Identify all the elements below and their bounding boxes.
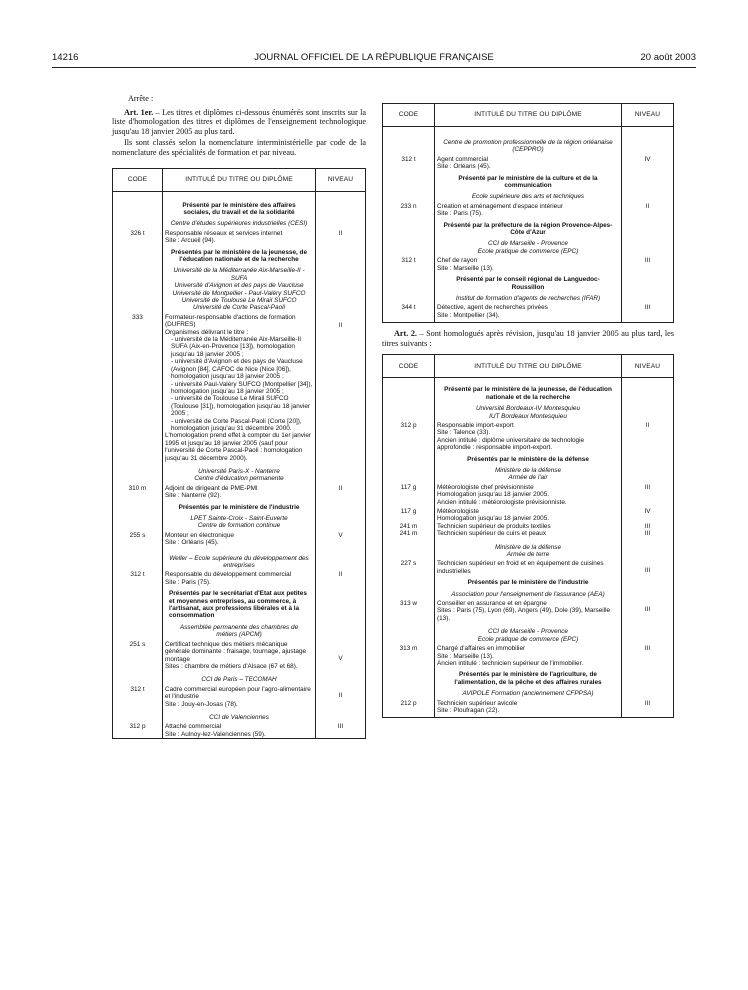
code-cell: 333 xyxy=(113,312,163,462)
former-title: Ancien intitulé : technicien supérieur de l'immobilier. xyxy=(437,659,584,667)
code-cell: 117 g xyxy=(383,506,435,523)
organisation-name: LPET Sainte-Croix - Saint-Euverte xyxy=(190,515,288,522)
former-title: Ancien intitulé : météorologiste prévisionniste. xyxy=(437,498,567,506)
organisation-name: CCI de Marseille - Provence xyxy=(488,628,568,636)
table-row xyxy=(383,643,674,667)
article-2-label: Art. 2. xyxy=(394,329,417,339)
site-text: Site : Jouy-en-Josas (78). xyxy=(165,700,238,708)
code-cell: 312 t xyxy=(113,569,163,586)
title-name: Technicien supérieur de produits textiles xyxy=(437,522,551,530)
niveau-cell: III xyxy=(622,302,674,322)
article-1-label: Art. 1er. xyxy=(124,107,154,117)
organisation-name: Armée de terre xyxy=(506,551,550,559)
presenter-heading: Présentés par le ministère de la jeunesse, de l'éducation nationale et de la recherche xyxy=(163,245,316,266)
title-name: Chargé d'affaires en immobilier xyxy=(437,645,526,653)
left-column xyxy=(112,94,366,739)
site-text: Site : Montpellier (34). xyxy=(437,311,500,319)
niveau-cell: IV xyxy=(622,506,674,523)
organisation-name: Centre de promotion professionnelle de la région orléanaise (CEPPRO) xyxy=(435,127,622,154)
organisation-name: Université de Montpellier - Paul-Valéry SUFCO xyxy=(172,289,306,297)
organisation-name: Centre d'éducation permanente xyxy=(194,475,284,483)
presenter-heading: Présenté par le ministère de la culture et de la communication xyxy=(435,171,622,192)
organisation-name: Université Paris-X - Nanterre xyxy=(198,467,280,475)
niveau-cell: IV xyxy=(622,154,674,171)
table-row xyxy=(383,482,674,506)
col-header-intitule: INTITULÉ DU TITRE OU DIPLÔME xyxy=(435,355,622,378)
title-name: Détective, agent de recherches privées xyxy=(437,304,548,312)
header-rule xyxy=(52,67,696,68)
table-row xyxy=(383,506,674,523)
niveau-cell: V xyxy=(316,639,366,671)
organisme-item: - université de la Méditerranée Aix-Marseille-II SUFA (Aix-en-Provence [13]), homologation jusqu'au 18 janvier 2005 ; xyxy=(171,336,301,358)
site-text: Site : Arcueil (94). xyxy=(165,237,216,245)
organisation-name: Ecole supérieure des arts et techniques xyxy=(435,191,622,200)
title-name: Responsable réseaux et services internet xyxy=(165,229,283,237)
table-header-row xyxy=(383,104,674,127)
niveau-cell: III xyxy=(622,598,674,622)
code-cell: 313 w xyxy=(383,598,435,622)
title-name: Technicien supérieur avicole xyxy=(437,699,518,707)
organisation-name: AVIPOLE Formation (anciennement CFPPSA) xyxy=(435,688,622,697)
presenter-heading: Présentés par le secrétariat d'Etat aux petites et moyennes entreprises, au commerce, à l'artisanat, aux professions libérales et à la consommation xyxy=(163,586,316,622)
title-name: Certificat technique des métiers mécanique générale dominante : fraisage, tournage, ajustage montage xyxy=(165,640,307,663)
presenter-heading: Présenté par le ministère des affaires sociales, du travail et de la solidarité xyxy=(163,191,316,218)
title-name: Technicien supérieur de cuirs et peaux xyxy=(437,530,547,538)
page-header xyxy=(52,52,696,66)
table-row xyxy=(113,228,366,245)
organisation-name: Association pour l'enseignement de l'assurance (AEA) xyxy=(435,589,622,598)
table-row xyxy=(113,639,366,671)
niveau-cell: II xyxy=(316,228,366,245)
site-text: Site : Ploufragan (22). xyxy=(437,706,500,714)
table-row xyxy=(383,201,674,218)
col-header-intitule: INTITULÉ DU TITRE OU DIPLÔME xyxy=(435,104,622,127)
niveau-cell: V xyxy=(316,530,366,547)
presenter-heading: Présenté par le conseil régional de Languedoc-Roussillon xyxy=(435,272,622,293)
site-text: Site : Marseille (13). xyxy=(437,652,494,660)
code-cell: 312 t xyxy=(383,154,435,171)
code-cell: 312 p xyxy=(113,721,163,738)
presenter-heading: Présentés par le ministère de l'industrie xyxy=(163,500,316,513)
code-cell: 117 g xyxy=(383,482,435,506)
organisation-name: Centre d'études supérieures industrielles (CESI) xyxy=(163,218,316,227)
col-header-niveau: NIVEAU xyxy=(316,168,366,191)
code-cell: 312 t xyxy=(383,255,435,272)
table-row xyxy=(113,483,366,500)
organisation-name: Université de Corte Pascal-Paoli xyxy=(193,304,285,312)
site-text: Sites : chambre de métiers d'Alsace (67 et 68). xyxy=(165,662,298,670)
homologation-text: Homologation jusqu'au 18 janvier 2005. xyxy=(437,491,550,499)
col-header-code: CODE xyxy=(113,168,163,191)
site-text: Site : Paris (75). xyxy=(437,210,483,218)
table-row xyxy=(383,698,674,718)
code-cell: 344 t xyxy=(383,302,435,322)
presenter-heading: Présenté par le ministère de la jeunesse, de l'éducation nationale et de la recherche xyxy=(435,378,622,403)
table-row xyxy=(383,558,674,575)
table-row xyxy=(383,523,674,530)
organisation-name: Université d'Avignon et des pays de Vaucluse xyxy=(174,282,304,290)
former-title: Ancien intitulé : diplôme universitaire de technologie approfondie : responsable import-export. xyxy=(437,436,585,452)
niveau-cell: III xyxy=(316,721,366,738)
code-cell: 251 s xyxy=(113,639,163,671)
site-text: Site : Talence (33). xyxy=(437,429,491,437)
code-cell: 313 m xyxy=(383,643,435,667)
title-name: Formateur-responsable d'actions de formation (DUFRES) xyxy=(165,313,296,329)
code-cell: 312 p xyxy=(383,420,435,452)
title-name: Conseiller en assurance et en épargne xyxy=(437,600,547,608)
right-table-1 xyxy=(382,103,674,323)
presenter-heading: Présenté par la préfecture de la région Provence-Alpes-Côte d'Azur xyxy=(435,218,622,239)
site-text: Site : Orléans (45). xyxy=(437,163,491,171)
organisation-name: Ministère de la défense xyxy=(494,466,562,474)
code-cell: 326 t xyxy=(113,228,163,245)
presenter-heading: Présentés par le ministère de l'industrie xyxy=(435,575,622,588)
organisme-item: - université de Corte Pascal-Paoli (Corte [20]), homologation jusqu'au 31 décembre 2000. xyxy=(171,417,302,432)
organisation-name: CCI de Valenciennes xyxy=(163,708,316,721)
article-1-text: – Les titres et diplômes ci-dessous énumérés sont inscrits sur la liste d'homologation des titres et diplômes de l'enseignement technologique jusqu'au 18 janvier 2005 au plus tard. xyxy=(112,107,366,136)
niveau-cell: II xyxy=(622,201,674,218)
col-header-code: CODE xyxy=(383,355,435,378)
code-cell: 241 m xyxy=(383,530,435,537)
table-row xyxy=(383,420,674,452)
niveau-cell: III xyxy=(622,698,674,718)
title-name: Technicien supérieur en froid et en équipement de cuisines industrielles xyxy=(437,560,604,575)
article-2-text: – Sont homologués après révision, jusqu'au 18 janvier 2005 au plus tard, les titres suivants : xyxy=(382,329,674,348)
table-row xyxy=(113,312,366,462)
code-cell: 227 s xyxy=(383,558,435,575)
organisation-name: Assemblée permanente des chambres de métiers (APCM) xyxy=(163,622,316,639)
title-name: Responsable import-export xyxy=(437,421,514,429)
title-name: Monteur en électronique xyxy=(165,531,234,539)
presenter-heading: Présentés par le ministère de l'agriculture, de l'alimentation, de la pêche et des affaires rurales xyxy=(435,667,622,688)
organisation-name: IUT Bordeaux Montesquieu xyxy=(489,412,567,420)
organisation-name: Institut de formation d'agents de recherches (IFAR) xyxy=(435,293,622,302)
organisation-name: Université de la Méditerranée Aix-Marseille-II - SUFA xyxy=(173,267,305,282)
organisation-name: CCI de Paris – TECOMAH xyxy=(163,670,316,683)
table-row xyxy=(113,684,366,708)
code-cell: 312 t xyxy=(113,684,163,708)
table-row xyxy=(113,530,366,547)
table-row xyxy=(383,302,674,322)
site-text: Site : Nanterre (92). xyxy=(165,492,222,500)
col-header-niveau: NIVEAU xyxy=(622,355,674,378)
niveau-cell: II xyxy=(622,420,674,452)
code-cell: 233 n xyxy=(383,201,435,218)
article-2 xyxy=(382,329,674,348)
table-header-row xyxy=(113,168,366,191)
title-name: Création et aménagement d'espace intérieur xyxy=(437,202,563,210)
organisation-name: Ecole pratique de commerce (EPC) xyxy=(477,247,579,255)
organisme-item: - université Paul-Valéry SUFCO (Montpellier [34]), homologation jusqu'au 18 janvier 2005 ; xyxy=(171,380,313,395)
title-name: Agent commercial xyxy=(437,155,489,163)
issue-date: 20 août 2003 xyxy=(640,52,696,63)
organisation-name: CCI de Marseille - Provence xyxy=(488,240,568,248)
title-name: Chef de rayon xyxy=(437,257,478,265)
table-row xyxy=(113,569,366,586)
site-text: Sites : Paris (75), Lyon (69), Angers (49), Dole (39), Marseille (13). xyxy=(437,607,611,622)
site-text: Site : Marseille (13). xyxy=(437,264,494,272)
organisme-item: - université d'Avignon et des pays de Vaucluse (Avignon [84], CAFOC de Nice (Nice [06]), homologation jusqu'au 18 janvier 2005 ; xyxy=(171,358,303,381)
homologation-text: Homologation jusqu'au 18 janvier 2005. xyxy=(437,515,550,523)
right-table-2 xyxy=(382,354,674,718)
title-name: Attaché commercial xyxy=(165,723,222,731)
niveau-cell: III xyxy=(622,482,674,506)
col-header-intitule: INTITULÉ DU TITRE OU DIPLÔME xyxy=(163,168,316,191)
table-row xyxy=(113,721,366,738)
organisme-item: - université de Toulouse Le Mirail SUFCO (Toulouse [31]), homologation jusqu'au 18 janvier 2005 ; xyxy=(171,395,311,418)
niveau-cell: III xyxy=(622,530,674,537)
code-cell: 241 m xyxy=(383,523,435,530)
presenter-heading: Présentés par le ministère de la défense xyxy=(435,452,622,465)
table-row xyxy=(383,598,674,622)
table-row xyxy=(383,255,674,272)
code-cell: 212 p xyxy=(383,698,435,718)
title-name: Responsable du développement commercial xyxy=(165,571,292,579)
niveau-cell: II xyxy=(316,569,366,586)
code-cell: 310 m xyxy=(113,483,163,500)
title-name: Cadre commercial européen pour l'agro-alimentaire et l'industrie xyxy=(165,685,311,701)
arrete-label: Arrête : xyxy=(128,94,154,103)
site-text: Site : Aulnoy-lez-Valenciennes (59). xyxy=(165,730,266,738)
niveau-cell: III xyxy=(622,255,674,272)
table-row xyxy=(383,530,674,537)
organisation-name: Université Bordeaux-IV Montesquieu xyxy=(475,405,581,413)
organisation-name: Weller – Ecole supérieure du développement des entreprises xyxy=(163,547,316,570)
organisation-name: Centre de formation continue xyxy=(197,522,281,530)
organisation-name: Armée de l'air xyxy=(508,474,548,482)
site-text: Site : Orléans (45). xyxy=(165,539,219,547)
title-name: Météorologiste chef prévisionniste xyxy=(437,483,534,491)
niveau-cell: II xyxy=(316,483,366,500)
table-header-row xyxy=(383,355,674,378)
col-header-niveau: NIVEAU xyxy=(622,104,674,127)
niveau-cell: II xyxy=(316,312,366,462)
journal-title: JOURNAL OFFICIEL DE LA RÉPUBLIQUE FRANÇAISE xyxy=(254,52,494,63)
title-name: Adjoint de dirigeant de PME-PMI xyxy=(165,484,258,492)
niveau-cell: III xyxy=(622,643,674,667)
right-column xyxy=(382,103,674,718)
niveau-cell: III xyxy=(622,523,674,530)
organisation-name: Ecole pratique de commerce (EPC) xyxy=(477,635,579,643)
classement-text: Ils sont classés selon la nomenclature interministérielle par code de la nomenclature des spécialités de formation et par niveau. xyxy=(112,138,366,157)
site-text: Site : Paris (75). xyxy=(165,578,211,586)
col-header-code: CODE xyxy=(383,104,435,127)
title-name: Météorologiste xyxy=(437,508,479,515)
table-row xyxy=(383,154,674,171)
page-number: 14216 xyxy=(52,52,79,63)
niveau-cell: II xyxy=(316,684,366,708)
organisation-name: Université de Toulouse Le Mirail SUFCO xyxy=(181,297,297,305)
left-table xyxy=(112,168,366,740)
intro-text xyxy=(112,94,366,158)
code-cell: 255 s xyxy=(113,530,163,547)
organisation-name: Ministère de la défense xyxy=(494,543,562,551)
organismes-label: Organismes délivrant le titre : xyxy=(165,328,249,336)
homologation-note: L'homologation prend effet à compter du 1er janvier 1995 et jusqu'au 18 janvier 2005 (sauf pour l'université de Corte Pascal-Paoli : homologation jusqu'au 31 décembre 2000). xyxy=(165,432,312,462)
niveau-cell: III xyxy=(622,558,674,575)
